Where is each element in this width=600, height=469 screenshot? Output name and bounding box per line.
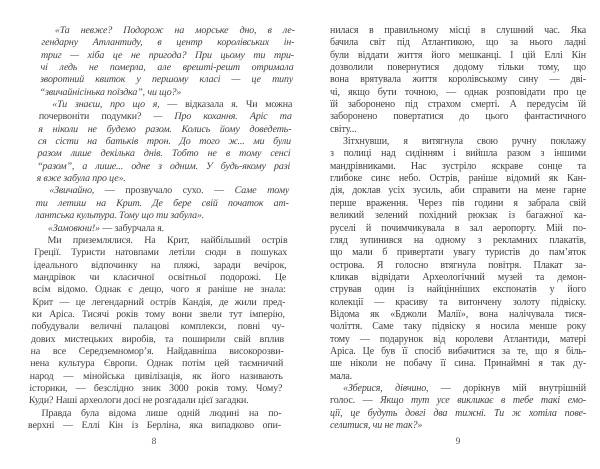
text-line	[330, 260, 586, 272]
text-lines	[330, 25, 586, 432]
text-segment-italic: ти летиш на Крит. Де бере свій початок ат-	[35, 197, 289, 209]
text-line	[33, 272, 286, 284]
text-segment: Правда була відома лише одній людині на по-	[41, 407, 282, 419]
text-segment-italic: я вже забула про це».	[36, 173, 126, 185]
text-line	[38, 136, 291, 148]
text-line	[39, 99, 292, 111]
text-line	[330, 37, 586, 49]
text-segment: Греції. Туристи натовпами летіли сюди в пошуках	[33, 247, 288, 259]
text-line	[37, 148, 290, 160]
text-segment-italic: триг — хіба це не пригода? При цьому ти три-	[40, 49, 295, 61]
text-segment: дових мистецьких виробів, та поширили свій вплив	[30, 333, 285, 345]
text-segment: глибоке синє небо. Острів, раніше відомий як Кан-	[330, 173, 586, 185]
text-segment-italic: «Звичайно,	[49, 185, 106, 197]
text-line	[28, 408, 281, 420]
text-segment: Крит — це легендарний острів Кандія, де жили пред-	[32, 296, 286, 308]
text-segment: гляд зупинився на одному з рекламних плакатів,	[330, 234, 586, 246]
text-segment: перше враження. Через пів години я забрала свій	[330, 197, 586, 209]
text-line	[330, 198, 586, 210]
text-line	[31, 334, 284, 346]
text-segment: верхні — Еллі Кін із Берліна, яка випадково опи-	[27, 420, 282, 431]
text-line	[32, 309, 285, 321]
text-line	[30, 358, 283, 370]
text-segment: всім відомо. Однак є дещо, чого я раніше не знала:	[32, 284, 286, 296]
text-line	[330, 272, 586, 284]
text-line	[330, 247, 586, 259]
text-line	[330, 346, 586, 358]
text-segment: ідеального відпочинку на пляжі, заради вечірок,	[33, 259, 287, 271]
text-segment: острова. Я голосно втягнула повітря. Плакат за-	[330, 259, 586, 271]
text-segment-italic: ції, це будуть довгі два тижні. Ти ж хотіла пове-	[330, 407, 586, 419]
text-line	[36, 173, 289, 185]
text-segment: з полиці над сидінням і вийшла разом з іншими	[330, 148, 586, 160]
text-segment: Аріса. Це був її спосіб вибачитися за те, що я біль-	[330, 345, 586, 357]
text-segment: Куди? Наші археологи досі не розгадали цієї загадки.	[28, 395, 249, 407]
book-page-left	[27, 25, 295, 448]
text-segment-italic: Саме тому	[234, 185, 290, 197]
text-line	[330, 223, 586, 235]
text-segment: колекції — красиву та витончену золоту підвіску.	[330, 296, 586, 308]
text-line	[330, 136, 586, 148]
text-line	[34, 235, 287, 247]
text-segment: побудували величні палацові комплекси, повні чу-	[31, 321, 285, 333]
text-segment-italic: гендарну Атлантиду, в центр королівських ін-	[41, 37, 295, 49]
text-line	[29, 371, 282, 383]
text-segment-italic: «Та невже? Подорож на морське дно, в ле-	[54, 25, 295, 36]
text-segment: дозволили повернутися додому тільки тому, що	[330, 62, 586, 74]
text-segment-italic: ся сісти на батьків трон. До того ж... ми були	[37, 136, 292, 148]
text-segment: Відома як «Бджоли Малії», вона налічувала тися-	[330, 308, 586, 320]
text-segment: історики, — безслідно зник 3000 років тому. Чому?	[29, 382, 283, 394]
text-segment-italic: чі ледь не померла, але врешті-решт отримала	[40, 62, 294, 74]
text-line	[31, 321, 284, 333]
text-line	[330, 297, 586, 309]
text-segment: — прозвучало сухо. —	[104, 185, 235, 197]
text-line	[37, 161, 290, 173]
text-segment: — забурчала я.	[102, 222, 165, 234]
text-lines	[28, 25, 295, 432]
text-line	[30, 346, 283, 358]
text-line	[39, 111, 292, 123]
text-line	[330, 235, 586, 247]
text-line	[40, 62, 293, 74]
text-segment-italic: «Замовкни!»	[47, 222, 103, 234]
text-line	[34, 247, 287, 259]
text-segment-italic: «Ти знаєш, про що я,	[52, 99, 168, 111]
text-segment: великий зелений похідний рюкзак із багажної ка-	[330, 210, 586, 222]
text-line	[330, 395, 586, 407]
text-segment: вона врятувала життя королівському сину — дві-	[330, 74, 586, 86]
text-line	[29, 383, 282, 395]
text-segment-italic: лантська культура. Тому що ти забула».	[35, 210, 205, 222]
text-segment: Зітхнувши, я витягнула свою ручну поклажу	[343, 136, 586, 148]
text-line	[330, 25, 586, 37]
text-segment: ше ніколи не побачу її сина. Принаймні я так ду-	[330, 358, 586, 370]
text-segment: їй заборонено під страхом смерті. А передусім їй	[330, 99, 586, 111]
text-line	[29, 395, 282, 407]
text-line	[330, 408, 586, 420]
book-page-right	[330, 25, 586, 448]
text-segment-italic: “разом”, а лише... одне з одним. У будь-якому разі	[36, 160, 291, 172]
text-line	[32, 297, 285, 309]
text-segment-italic: «Зберися, дівчино,	[343, 382, 441, 394]
text-segment: руселі й почимчикувала в зал аеропорту. Мій по-	[330, 222, 586, 234]
text-line	[35, 210, 288, 222]
text-line	[28, 420, 281, 432]
text-line	[330, 173, 586, 185]
text-line	[330, 74, 586, 86]
text-segment: ки Аріса. Тисячі років тому вони звели тут імперію,	[31, 308, 286, 320]
text-segment: Ми приземлялися. На Крит, найбільший острів	[47, 234, 288, 246]
text-line	[330, 148, 586, 160]
text-line	[330, 334, 586, 346]
text-segment: нена культура Європи. Однак потім цей таємничий	[29, 358, 284, 370]
text-segment: мала.	[330, 370, 352, 382]
text-segment: були віддати життя його мешканці. І цій Еллі Кін	[330, 49, 586, 61]
page-number: 9	[455, 437, 461, 448]
text-segment: — дорікнув мій внутрішній	[440, 382, 586, 394]
text-line	[330, 111, 586, 123]
text-segment-italic: Якщо тут усе викликає в тебе такі емо-	[380, 395, 586, 407]
text-line	[330, 161, 586, 173]
text-segment-italic: селитися, чи не так?»	[330, 420, 423, 431]
text-segment: чоліття. Саме таку підвіску я носила менше року	[330, 321, 586, 333]
text-segment: світу...	[330, 123, 357, 135]
text-segment: чі, якщо бути точною, — однак розповідати про це	[330, 86, 586, 98]
text-line	[330, 383, 586, 395]
text-segment-italic: — Про кохання. Аріс та	[153, 111, 292, 123]
text-line	[36, 198, 289, 210]
text-segment: мандрівниками. Нас зустріло яскраве сонце та	[330, 160, 586, 172]
text-line	[330, 124, 586, 136]
text-line	[33, 284, 286, 296]
text-segment: на все Середземномор’я. Найдавніша високорозви-	[30, 345, 284, 357]
text-segment-italic: зворотний квиток у першому класі — це типу	[39, 74, 294, 86]
text-line	[330, 99, 586, 111]
text-segment: тому — подарунок від королеви Атлантиди, матері	[330, 333, 586, 345]
text-segment: заборонено повертатися до цього фантастичного	[330, 111, 586, 123]
text-line	[330, 185, 586, 197]
text-segment-italic: я ніколи не будемо разом. Колись йому доведеть-	[38, 123, 292, 135]
text-line	[39, 87, 292, 99]
text-segment: мандрівок чи класичної освітньої подорожі. Це	[32, 271, 287, 283]
text-line	[36, 185, 289, 197]
text-segment: народ — мінойська цивілізація, як його називають	[29, 370, 283, 382]
text-segment: що мали б привертати увагу туристів до пам’яток	[330, 247, 586, 259]
text-line	[35, 223, 288, 235]
text-line	[330, 371, 586, 383]
text-line	[38, 124, 291, 136]
text-segment: нилася в правильному місці в слушний час. Яка	[330, 25, 586, 36]
text-line	[42, 25, 295, 37]
text-line	[330, 321, 586, 333]
text-line	[330, 309, 586, 321]
text-segment: — відказала я. Чи можна	[167, 99, 293, 111]
text-line	[41, 37, 294, 49]
text-line	[330, 87, 586, 99]
text-segment: дія, доклав усіх зусиль, аби справити на мене гарне	[330, 185, 586, 197]
text-segment: голос. —	[330, 395, 381, 407]
text-segment-italic: разом лише декілька днів. Тобто не в тому сенсі	[37, 148, 291, 160]
page-number: 8	[151, 437, 157, 448]
text-line	[330, 62, 586, 74]
text-line	[330, 210, 586, 222]
text-line	[40, 74, 293, 86]
text-segment: почервоніти подумки?	[38, 111, 154, 123]
text-line	[330, 284, 586, 296]
text-segment: стрував один із найцінніших експонатів у його	[330, 284, 586, 296]
text-line	[41, 50, 294, 62]
text-line	[33, 260, 286, 272]
text-line	[330, 420, 586, 432]
text-line	[330, 50, 586, 62]
text-segment: бачила світ під Атлантикою, що за нього ладні	[330, 37, 586, 49]
text-segment: кликав відвідати Археологічний музей та демон-	[330, 271, 586, 283]
text-segment-italic: “звичайнісінька поїздка”, чи що?»	[39, 86, 182, 98]
text-line	[330, 358, 586, 370]
